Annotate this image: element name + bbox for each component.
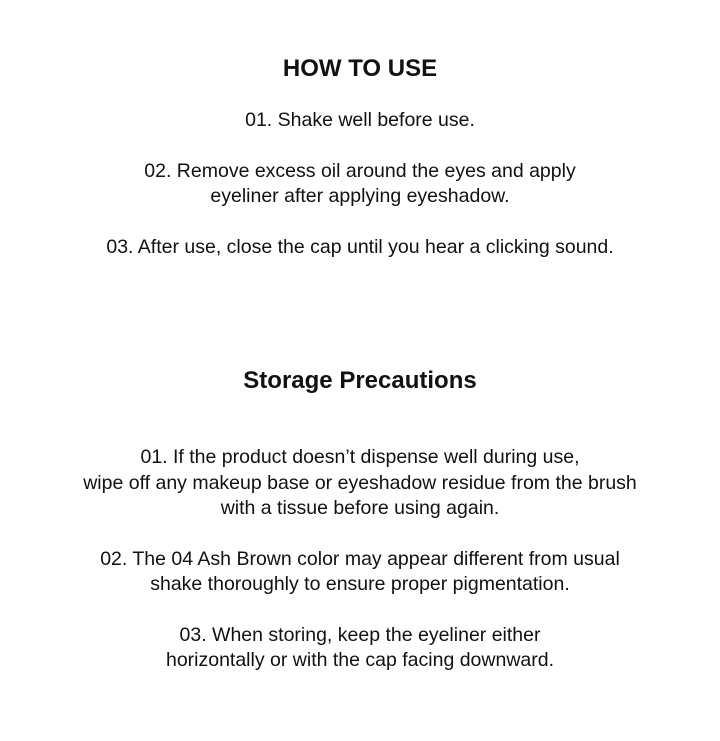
step-line: shake thoroughly to ensure proper pigmentation.	[150, 573, 570, 595]
storage-step-3	[0, 623, 720, 674]
step-line: horizontally or with the cap facing downward.	[165, 649, 555, 671]
storage-precautions-title: Storage Precautions	[243, 367, 477, 394]
step-line: 01. Shake well before use.	[245, 109, 475, 131]
how-to-use-step-1	[0, 108, 720, 134]
storage-precautions-section	[0, 366, 720, 674]
how-to-use-steps	[0, 108, 720, 260]
step-line: 02. Remove excess oil around the eyes and apply	[144, 159, 576, 182]
step-line: eyeliner after applying eyeshadow.	[210, 185, 510, 207]
step-line: with a tissue before using again.	[220, 497, 500, 519]
storage-step-2	[0, 547, 720, 598]
step-line: 03. When storing, keep the eyeliner either	[179, 623, 541, 646]
step-line: wipe off any makeup base or eyeshadow residue from the brush	[83, 471, 637, 494]
how-to-use-section	[0, 54, 720, 260]
step-line: 01. If the product doesn’t dispense well during use,	[140, 446, 580, 468]
step-line: 02. The 04 Ash Brown color may appear different from usual	[100, 547, 620, 570]
how-to-use-step-3	[0, 235, 720, 261]
step-line: 03. After use, close the cap until you hear a clicking sound.	[106, 235, 614, 258]
storage-precautions-steps	[0, 445, 720, 674]
how-to-use-title: HOW TO USE	[282, 55, 438, 82]
how-to-use-step-2	[0, 159, 720, 210]
storage-step-1	[0, 445, 720, 522]
